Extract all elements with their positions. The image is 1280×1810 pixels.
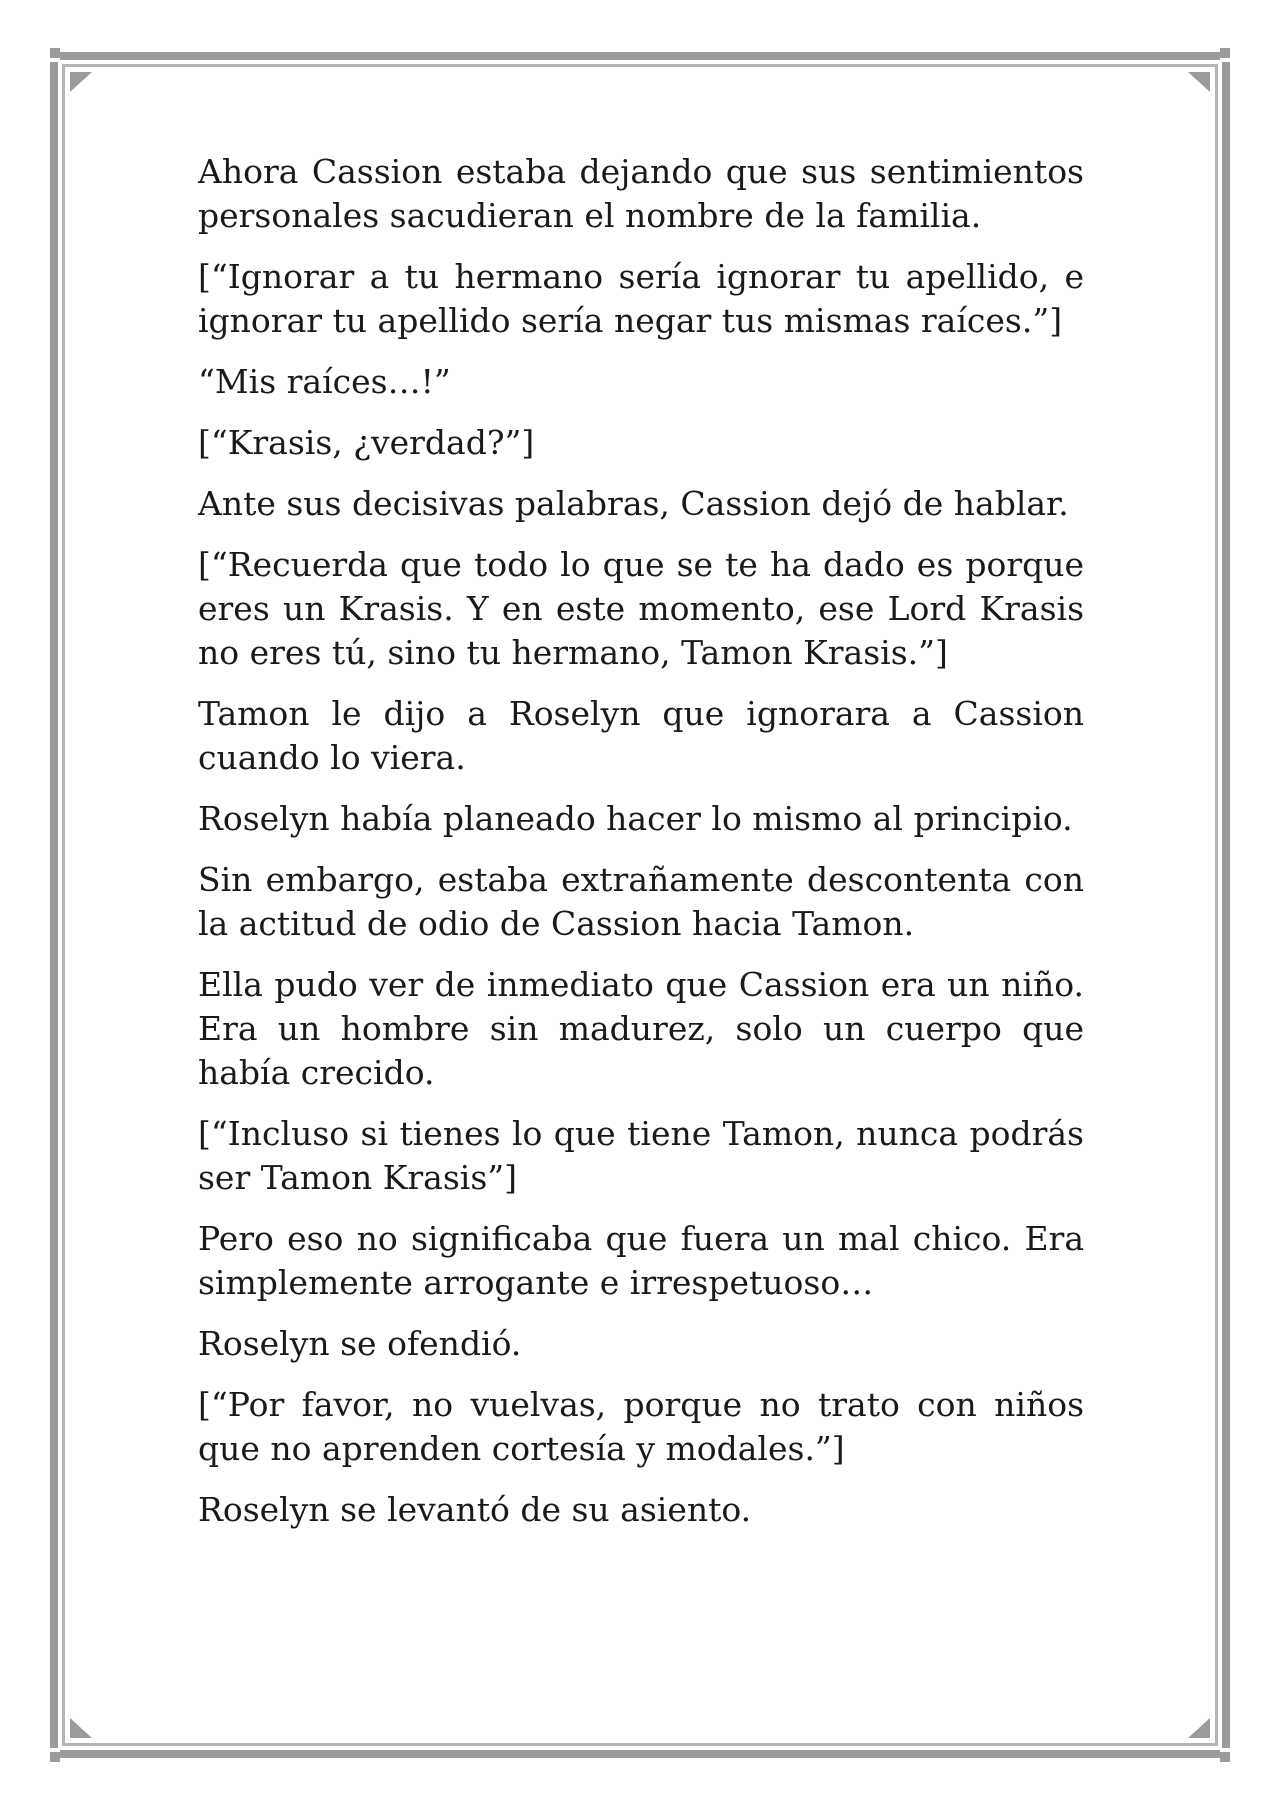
paragraph: “Mis raíces…!” [198,362,451,401]
paragraph: [“Por favor, no vuelvas, porque no trato con niños que no aprenden cortesía y modales.”] [198,1385,1084,1468]
document-body [198,150,1084,1549]
paragraph: Pero eso no significaba que fuera un mal chico. Era simplemente arrogante e irrespetuoso… [198,1219,1084,1302]
paragraph: Roselyn se levantó de su asiento. [198,1490,752,1529]
paragraph: [“Incluso si tienes lo que tiene Tamon, nunca podrás ser Tamon Krasis”] [198,1114,1084,1197]
paragraph: Roselyn había planeado hacer lo mismo al principio. [198,799,1073,838]
paragraph: [“Recuerda que todo lo que se te ha dado es porque eres un Krasis. Y en este momento, ese Lord Krasis no eres tú, sino tu hermano, Tamon Krasis.”] [198,545,1084,672]
paragraph: [“Ignorar a tu hermano sería ignorar tu apellido, e ignorar tu apellido sería negar tus mismas raíces.”] [198,257,1084,340]
paragraph: Ahora Cassion estaba dejando que sus sentimientos personales sacudieran el nombre de la familia. [198,152,1084,235]
paragraph: Tamon le dijo a Roselyn que ignorara a Cassion cuando lo viera. [198,694,1084,777]
paragraph: Ella pudo ver de inmediato que Cassion era un niño. Era un hombre sin madurez, solo un cuerpo que había crecido. [198,965,1084,1092]
paragraph: [“Krasis, ¿verdad?”] [198,423,535,462]
paragraph: Sin embargo, estaba extrañamente descontenta con la actitud de odio de Cassion hacia Tamon. [198,860,1084,943]
paragraph: Roselyn se ofendió. [198,1324,522,1363]
paragraph: Ante sus decisivas palabras, Cassion dejó de hablar. [198,484,1069,523]
